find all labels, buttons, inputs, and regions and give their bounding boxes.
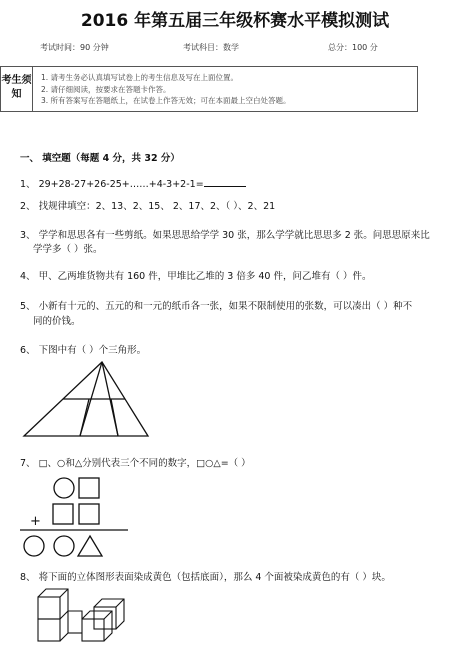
cube-edge-shape <box>116 599 124 607</box>
cube-edge-shape <box>68 611 82 619</box>
triangle-shape <box>78 536 102 556</box>
question-5-line-1: 5、 小新有十元的、五元的和一元的纸币各一张，如果不限制使用的张数，可以凑出（ ）种不 <box>20 301 413 312</box>
exam-time: 考试时间：90 分钟 <box>40 43 109 52</box>
notice-item: 3. 所有答案写在答题纸上，在试卷上作答无效；可在本面最上空白处答题。 <box>41 96 291 105</box>
inner-line-shape <box>111 399 118 436</box>
question-5-line-2: 同的价钱。 <box>33 316 81 327</box>
square-shape <box>79 504 99 524</box>
question-3-line-1: 3、 学学和思思各有一些剪纸。如果思思给学学 30 张，那么学学就比思思多 2 张。问思思原来比 <box>20 230 430 241</box>
cube-edge-shape <box>60 589 68 597</box>
question-8: 8、 将下面的立体图形表面染成黄色（包括底面），那么 4 个面被染成黄色的有（ ）块。 <box>20 572 391 583</box>
cube-face-shape <box>38 597 60 619</box>
inner-line-shape <box>80 399 89 436</box>
page-title: 2016 年第五届三年级杯赛水平模拟测试 <box>80 11 390 31</box>
cube-figure <box>34 585 144 645</box>
question-1-text: 1、 29+28-27+26-25+……+4-3+2-1= <box>20 179 204 190</box>
cube-face-shape <box>82 619 104 641</box>
total-score: 总分：100 分 <box>328 43 378 52</box>
question-4: 4、 甲、乙两堆货物共有 160 件，甲堆比乙堆的 3 倍多 40 件，问乙堆有（ ）件。 <box>20 271 372 282</box>
cube-face-shape <box>38 619 60 641</box>
question-3-line-2: 学学多（ ）张。 <box>33 244 103 255</box>
square-shape <box>79 478 99 498</box>
circle-shape <box>54 536 74 556</box>
cube-edge-shape <box>104 611 112 619</box>
exam-subject: 考试科目：数学 <box>183 43 239 52</box>
notice-box <box>0 66 418 112</box>
notice-item: 2. 请仔细阅读，按要求在答题卡作答。 <box>41 84 171 94</box>
circle-shape <box>24 536 44 556</box>
question-6: 6、 下图中有（ ）个三角形。 <box>20 345 147 356</box>
notice-item: 1. 请考生务必认真填写试卷上的考生信息及写在上面位置。 <box>41 73 239 82</box>
question-1 <box>20 176 246 190</box>
answer-blank <box>204 177 246 187</box>
notice-label: 考生须知 <box>1 67 33 111</box>
question-7: 7、 □、○和△分别代表三个不同的数字，□○△=（ ） <box>20 458 251 469</box>
addition-figure <box>18 474 130 562</box>
circle-shape <box>54 478 74 498</box>
plus-sign: + <box>30 514 41 529</box>
question-2: 2、 找规律填空：2、13、2、15、 2、17、2、（ ）、2、21 <box>20 201 276 212</box>
square-shape <box>53 504 73 524</box>
cube-edge-shape <box>60 611 68 619</box>
triangle-figure <box>22 360 152 438</box>
section-heading: 一、 填空题（每题 4 分，共 32 分） <box>20 153 180 164</box>
